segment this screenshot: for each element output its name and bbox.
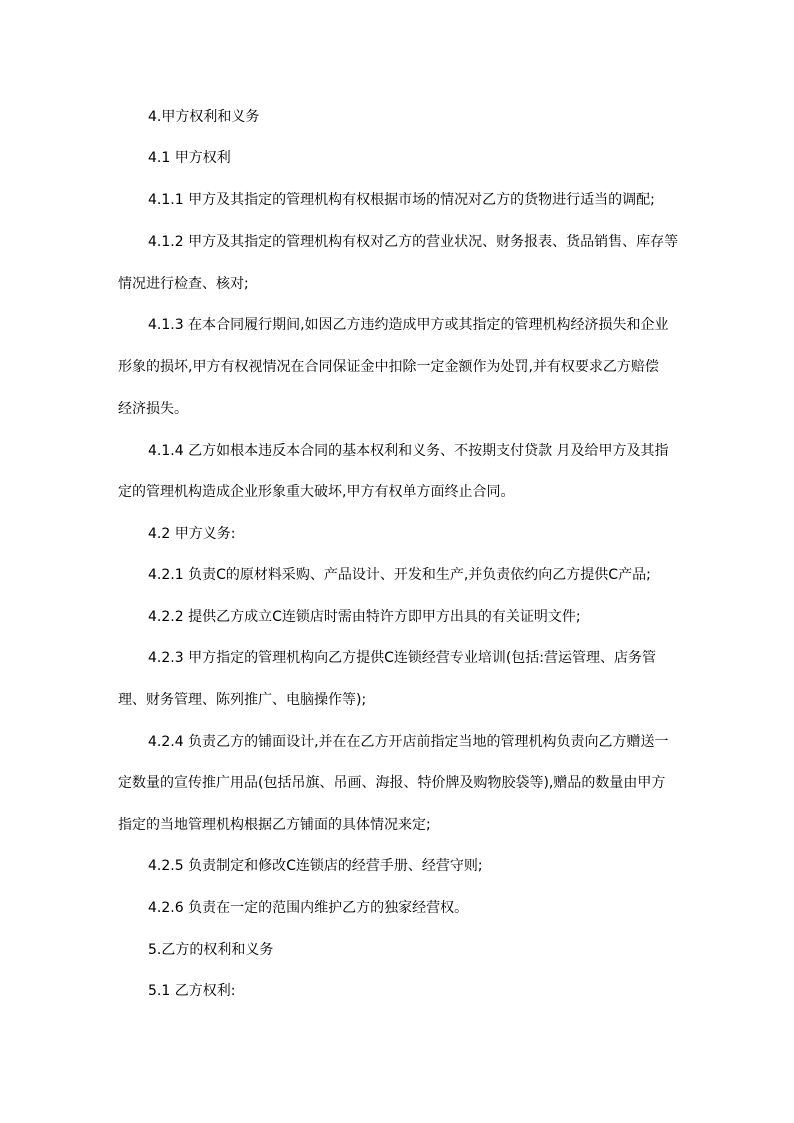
subsection-heading-5-1: 5.1 乙方权利: (148, 983, 236, 999)
clause-4-1-2-cont: 情况进行检查、核对; (118, 276, 249, 292)
clause-4-2-2: 4.2.2 提供乙方成立C连锁店时需由特许方即甲方出具的有关证明文件; (148, 609, 581, 625)
clause-4-1-3: 4.1.3 在本合同履行期间,如因乙方违约造成甲方或其指定的管理机构经济损失和企业 (148, 317, 669, 333)
clause-4-2-3-cont: 理、财务管理、陈列推广、电脑操作等); (118, 692, 367, 708)
clause-4-1-3-cont-1: 形象的损坏,甲方有权视情况在合同保证金中扣除一定金额作为处罚,并有权要求乙方赔偿 (118, 359, 659, 375)
clause-4-2-3: 4.2.3 甲方指定的管理机构向乙方提供C连锁经营专业培训(包括:营运管理、店务管 (148, 650, 657, 666)
clause-4-1-1: 4.1.1 甲方及其指定的管理机构有权根据市场的情况对乙方的货物进行适当的调配; (148, 192, 655, 208)
clause-4-2-4-cont-2: 指定的当地管理机构根据乙方铺面的具体情况来定; (118, 817, 431, 833)
clause-4-2-4: 4.2.4 负责乙方的铺面设计,并在在乙方开店前指定当地的管理机构负责向乙方赠送一 (148, 734, 669, 750)
clause-4-1-4: 4.1.4 乙方如根本违反本合同的基本权利和义务、不按期支付贷款 月及给甲方及其指 (148, 443, 669, 459)
subsection-heading-4-2: 4.2 甲方义务: (148, 526, 236, 542)
clause-4-2-5: 4.2.5 负责制定和修改C连锁店的经营手册、经营守则; (148, 858, 483, 874)
clause-4-1-2: 4.1.2 甲方及其指定的管理机构有权对乙方的营业状况、财务报表、货品销售、库存等 (148, 234, 679, 250)
clause-4-1-4-cont: 定的管理机构造成企业形象重大破坏,甲方有权单方面终止合同。 (118, 484, 515, 500)
section-heading-5: 5.乙方的权利和义务 (148, 942, 274, 958)
subsection-heading-4-1: 4.1 甲方权利 (148, 150, 231, 166)
clause-4-2-1: 4.2.1 负责C的原材料采购、产品设计、开发和生产,并负责依约向乙方提供C产品; (148, 567, 651, 583)
clause-4-2-4-cont-1: 定数量的宣传推广用品(包括吊旗、吊画、海报、特价牌及购物胶袋等),赠品的数量由甲方 (118, 775, 666, 791)
clause-4-2-6: 4.2.6 负责在一定的范围内维护乙方的独家经营权。 (148, 900, 469, 916)
clause-4-1-3-cont-2: 经济损失。 (118, 401, 188, 417)
section-heading-4: 4.甲方权利和义务 (148, 109, 260, 125)
